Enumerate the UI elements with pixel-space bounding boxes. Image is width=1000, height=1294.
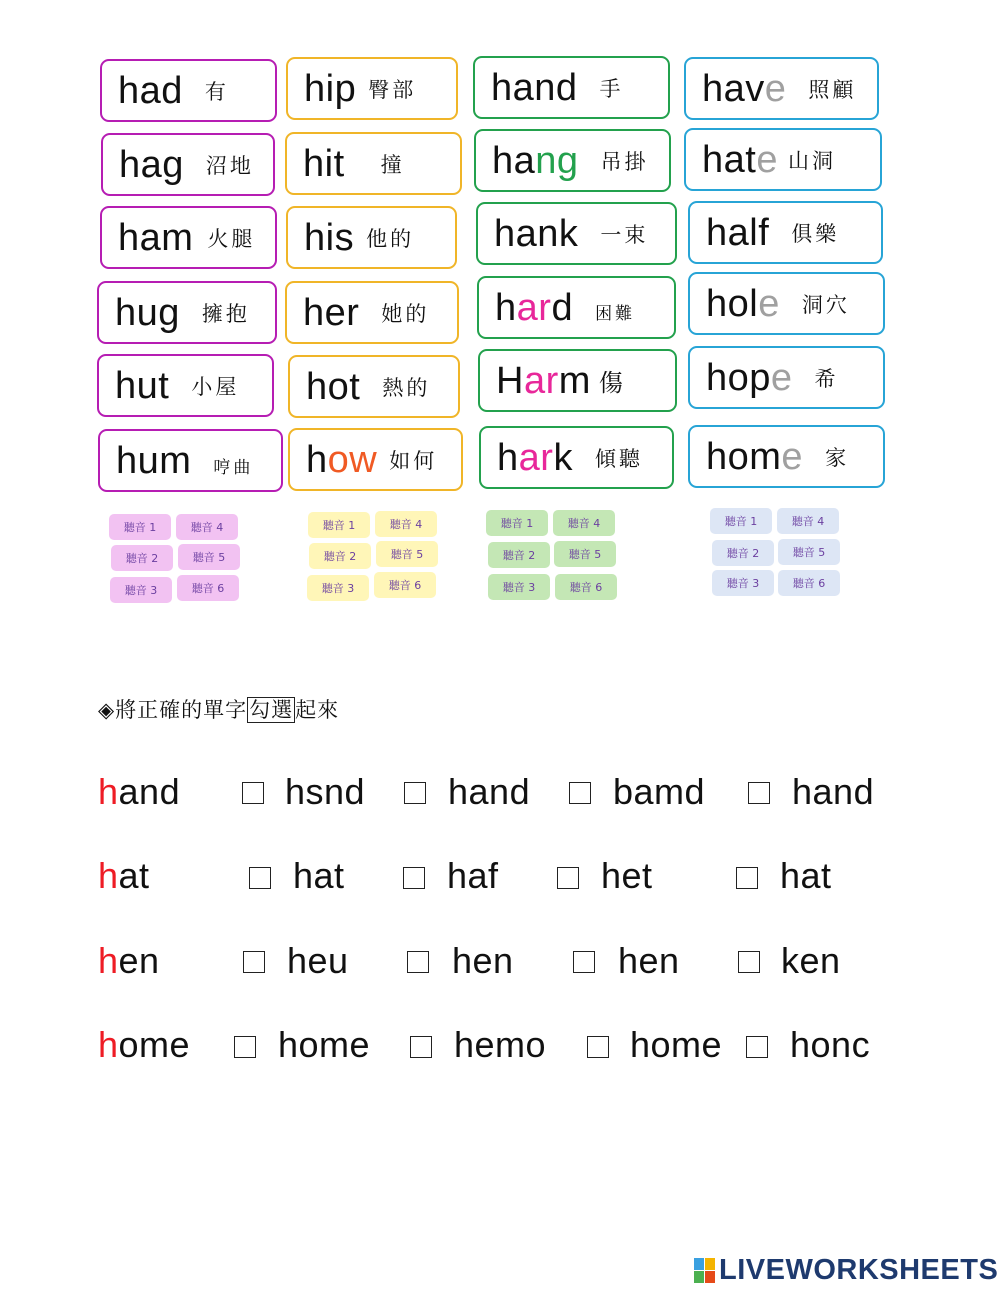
card-word: hip: [304, 67, 357, 110]
word-card-home: [688, 425, 885, 488]
card-word: half: [706, 211, 770, 254]
card-meaning: 哼曲: [213, 458, 254, 478]
word-card-hip: [286, 57, 458, 120]
logo-text: LIVEWORKSHEETS: [719, 1254, 999, 1286]
card-word: hark: [497, 436, 573, 479]
audio-button-4[interactable]: 聽音 4: [375, 511, 437, 537]
card-meaning: 洞穴: [801, 292, 850, 317]
audio-button-6[interactable]: 聽音 6: [555, 574, 617, 600]
word-card-had: [100, 59, 277, 122]
audio-button-4[interactable]: 聽音 4: [176, 514, 238, 540]
card-meaning: 臀部: [368, 77, 417, 102]
instruction-text: ◈將正確的單字勾選起來: [98, 698, 340, 722]
card-meaning: 沼地: [205, 153, 254, 178]
liveworksheets-logo: [694, 1254, 998, 1287]
option-checkbox[interactable]: [569, 782, 591, 804]
word-card-hut: [97, 354, 274, 417]
option-word[interactable]: heu: [287, 940, 349, 981]
card-meaning: 如何: [389, 448, 438, 473]
option-word[interactable]: het: [601, 855, 653, 896]
audio-button-5[interactable]: 聽音 5: [376, 541, 438, 567]
audio-button-1[interactable]: 聽音 1: [710, 508, 772, 534]
card-meaning: 有: [204, 79, 229, 104]
card-word: hit: [303, 142, 345, 185]
word-card-hard: [477, 276, 676, 339]
option-word[interactable]: honc: [790, 1024, 871, 1065]
word-card-harm: [478, 349, 677, 412]
word-card-hag: [101, 133, 275, 196]
card-meaning: 擁抱: [201, 301, 250, 326]
word-card-half: [688, 201, 883, 264]
option-word[interactable]: haf: [447, 855, 499, 896]
question-word-hen: hen: [98, 940, 160, 981]
option-word[interactable]: home: [278, 1024, 371, 1065]
word-card-hole: [688, 272, 885, 335]
card-meaning: 小屋: [191, 374, 240, 399]
card-meaning: 他的: [366, 226, 415, 251]
card-word: her: [303, 291, 360, 334]
word-card-hot: [288, 355, 460, 418]
option-word[interactable]: home: [630, 1024, 723, 1065]
word-card-ham: [100, 206, 277, 269]
card-word: how: [306, 438, 378, 481]
option-checkbox[interactable]: [738, 951, 760, 973]
question-word-hat: hat: [98, 855, 150, 896]
audio-button-1[interactable]: 聽音 1: [486, 510, 548, 536]
option-checkbox[interactable]: [407, 951, 429, 973]
option-checkbox[interactable]: [748, 782, 770, 804]
option-checkbox[interactable]: [746, 1036, 768, 1058]
option-word[interactable]: hand: [792, 771, 875, 812]
card-word: hug: [115, 291, 180, 334]
word-card-hit: [285, 132, 462, 195]
option-word[interactable]: hsnd: [285, 771, 366, 812]
card-meaning: 希: [814, 366, 839, 391]
option-checkbox[interactable]: [587, 1036, 609, 1058]
option-checkbox[interactable]: [249, 867, 271, 889]
card-meaning: 家: [825, 445, 850, 470]
card-meaning: 山洞: [787, 148, 836, 173]
card-meaning: 熱的: [382, 375, 431, 400]
word-card-hope: [688, 346, 885, 409]
card-word: ham: [118, 216, 194, 259]
question-word-home: home: [98, 1024, 191, 1065]
audio-button-2[interactable]: 聽音 2: [309, 543, 371, 569]
word-card-hand: [473, 56, 670, 119]
card-word: hum: [116, 439, 192, 482]
card-word: hag: [119, 143, 184, 186]
card-meaning: 吊掛: [600, 149, 649, 174]
card-word: hut: [115, 364, 170, 407]
word-card-how: [288, 428, 463, 491]
option-word[interactable]: hand: [448, 771, 531, 812]
card-word: home: [706, 435, 804, 478]
card-word: have: [702, 67, 787, 110]
word-card-her: [285, 281, 459, 344]
option-word[interactable]: bamd: [613, 771, 706, 812]
card-meaning: 手: [599, 76, 624, 101]
option-word[interactable]: hemo: [454, 1024, 547, 1065]
option-checkbox[interactable]: [736, 867, 758, 889]
card-meaning: 俱樂: [791, 221, 840, 246]
word-card-hug: [97, 281, 277, 344]
audio-button-3[interactable]: 聽音 3: [307, 575, 369, 601]
audio-button-3[interactable]: 聽音 3: [488, 574, 550, 600]
audio-button-1[interactable]: 聽音 1: [308, 512, 370, 538]
word-card-hate: [684, 128, 882, 191]
audio-button-4[interactable]: 聽音 4: [553, 510, 615, 536]
audio-button-6[interactable]: 聽音 6: [374, 572, 436, 598]
option-checkbox[interactable]: [573, 951, 595, 973]
option-word[interactable]: hen: [618, 940, 680, 981]
card-word: hard: [495, 286, 574, 329]
word-card-hark: [479, 426, 674, 489]
word-card-hum: [98, 429, 283, 492]
word-card-have: [684, 57, 879, 120]
card-word: hate: [702, 138, 778, 181]
audio-button-5[interactable]: 聽音 5: [778, 539, 840, 565]
card-meaning: 傷: [598, 369, 626, 397]
audio-button-2[interactable]: 聽音 2: [488, 542, 550, 568]
option-word[interactable]: hat: [780, 855, 832, 896]
card-meaning: 困難: [595, 304, 636, 324]
logo-icon: [694, 1258, 715, 1283]
question-word-hand: hand: [98, 771, 181, 812]
audio-button-6[interactable]: 聽音 6: [778, 570, 840, 596]
word-card-his: [286, 206, 457, 269]
card-word: hank: [494, 212, 579, 255]
audio-button-2[interactable]: 聽音 2: [712, 540, 774, 566]
card-word: hot: [306, 365, 361, 408]
audio-button-3[interactable]: 聽音 3: [712, 570, 774, 596]
audio-button-5[interactable]: 聽音 5: [554, 541, 616, 567]
card-word: hope: [706, 356, 793, 399]
card-meaning: 傾聽: [594, 446, 643, 471]
option-checkbox[interactable]: [404, 782, 426, 804]
card-meaning: 火腿: [207, 226, 256, 251]
card-word: hole: [706, 282, 780, 325]
card-meaning: 一束: [600, 222, 649, 247]
option-checkbox[interactable]: [242, 782, 264, 804]
audio-button-2[interactable]: 聽音 2: [111, 545, 173, 571]
word-card-hang: [474, 129, 671, 192]
option-word[interactable]: hat: [293, 855, 345, 896]
option-word[interactable]: ken: [781, 940, 841, 981]
option-checkbox[interactable]: [403, 867, 425, 889]
audio-button-3[interactable]: 聽音 3: [110, 577, 172, 603]
audio-button-4[interactable]: 聽音 4: [777, 508, 839, 534]
option-checkbox[interactable]: [557, 867, 579, 889]
option-checkbox[interactable]: [410, 1036, 432, 1058]
word-card-hank: [476, 202, 677, 265]
option-checkbox[interactable]: [243, 951, 265, 973]
card-meaning: 照顧: [808, 77, 857, 102]
card-word: had: [118, 69, 183, 112]
audio-button-6[interactable]: 聽音 6: [177, 575, 239, 601]
audio-button-1[interactable]: 聽音 1: [109, 514, 171, 540]
card-word: Harm: [496, 359, 591, 402]
card-word: hand: [491, 66, 578, 109]
option-checkbox[interactable]: [234, 1036, 256, 1058]
card-word: his: [304, 216, 355, 259]
card-meaning: 撞: [380, 152, 405, 177]
audio-button-5[interactable]: 聽音 5: [178, 544, 240, 570]
card-word: hang: [492, 139, 579, 182]
diamond-icon: ◈: [98, 698, 116, 722]
option-word[interactable]: hen: [452, 940, 514, 981]
card-meaning: 她的: [381, 301, 430, 326]
